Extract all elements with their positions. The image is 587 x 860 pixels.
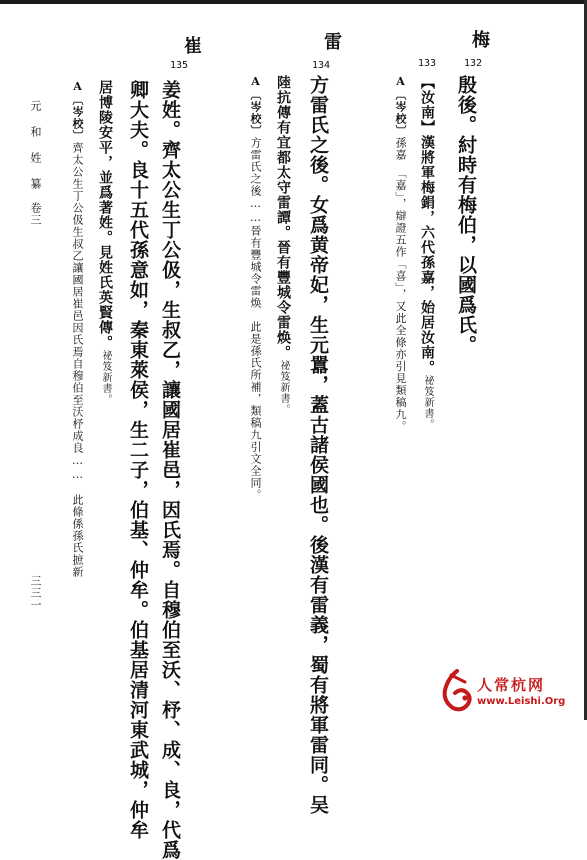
entry-text-cui-col3-main: 居博陵安平，並爲著姓。見姓氏英賢傳。 (97, 80, 113, 350)
entry-text-cui-col4 (72, 80, 83, 578)
book-title-margin: 元 和 姓 纂 卷三 (29, 100, 42, 226)
entry-number-132: 132 (464, 58, 483, 69)
page-number-margin: 三三一 (29, 575, 42, 611)
watermark-site-name: 人常杭网 (477, 676, 546, 694)
ceng-jiao-text-mei: 孫嘉 「嘉」，辯證五作「喜」，又此全條亦引見類稿九。 (394, 137, 407, 433)
ceng-jiao-label-cui: A〔岑校〕 (71, 80, 84, 142)
entry-text-lei-col3 (250, 75, 261, 501)
entry-text-mei-col1: 殷後。紂時有梅伯，以國爲氏。 (455, 75, 477, 355)
entry-text-mei-col3 (395, 75, 406, 433)
watermark (439, 668, 579, 716)
entry-number-134: 134 (312, 60, 331, 71)
watermark-logo-icon (439, 668, 475, 714)
entry-text-lei-col2 (276, 75, 290, 415)
entry-header-lei: 雷 (321, 32, 342, 51)
entry-note-mei: 祕笈新書。 (422, 375, 433, 430)
ceng-jiao-label-mei: A〔岑校〕 (394, 75, 407, 137)
ceng-jiao-text-lei: 方雷氏之後……晉有豐城令雷焕 此是孫氏所補，類稿九引文全同。 (249, 137, 262, 501)
entry-number-135: 135 (170, 60, 189, 71)
entry-text-cui-col1: 姜姓。齊太公生丁公伋，生叔乙，讓國居崔邑，因氏焉。自穆伯至沃、杼、成、良，代爲 (159, 80, 181, 860)
entry-text-lei-col2-main: 陸抗傳有宜都太守雷譚。晉有豐城令雷焕。 (275, 75, 291, 360)
entry-text-mei-col2 (420, 75, 434, 430)
entry-note-lei: 祕笈新書。 (278, 360, 289, 415)
entry-text-lei-col1: 方雷氏之後。女爲黄帝妃，生元囂，蓋古諸侯國也。後漢有雷義，蜀有將軍雷同。吴 (307, 75, 329, 815)
ceng-jiao-label-lei: A〔岑校〕 (249, 75, 262, 137)
entry-note-cui: 祕笈新書。 (100, 350, 111, 405)
entry-header-cui: 崔 (181, 36, 202, 55)
entry-text-cui-col2: 卿大夫。良十五代孫意如，秦東萊侯，生二子，伯基、仲牟。伯基居清河東武城，仲牟 (127, 80, 149, 840)
ceng-jiao-text-cui: 齊太公生丁公伋生叔乙讓國居崔邑因氏焉自穆伯至沃杼成良…… 此條係孫氏摭新 (71, 142, 84, 578)
watermark-url: www.Leishi.Org (477, 696, 566, 707)
page-top-border (0, 0, 587, 4)
entry-header-mei: 梅 (469, 30, 490, 49)
entry-text-mei-col2-main: 【汝南】漢將軍梅鋗，六代孫嘉，始居汝南。 (419, 75, 435, 375)
entry-text-cui-col3 (98, 80, 112, 405)
entry-number-133: 133 (418, 58, 437, 69)
